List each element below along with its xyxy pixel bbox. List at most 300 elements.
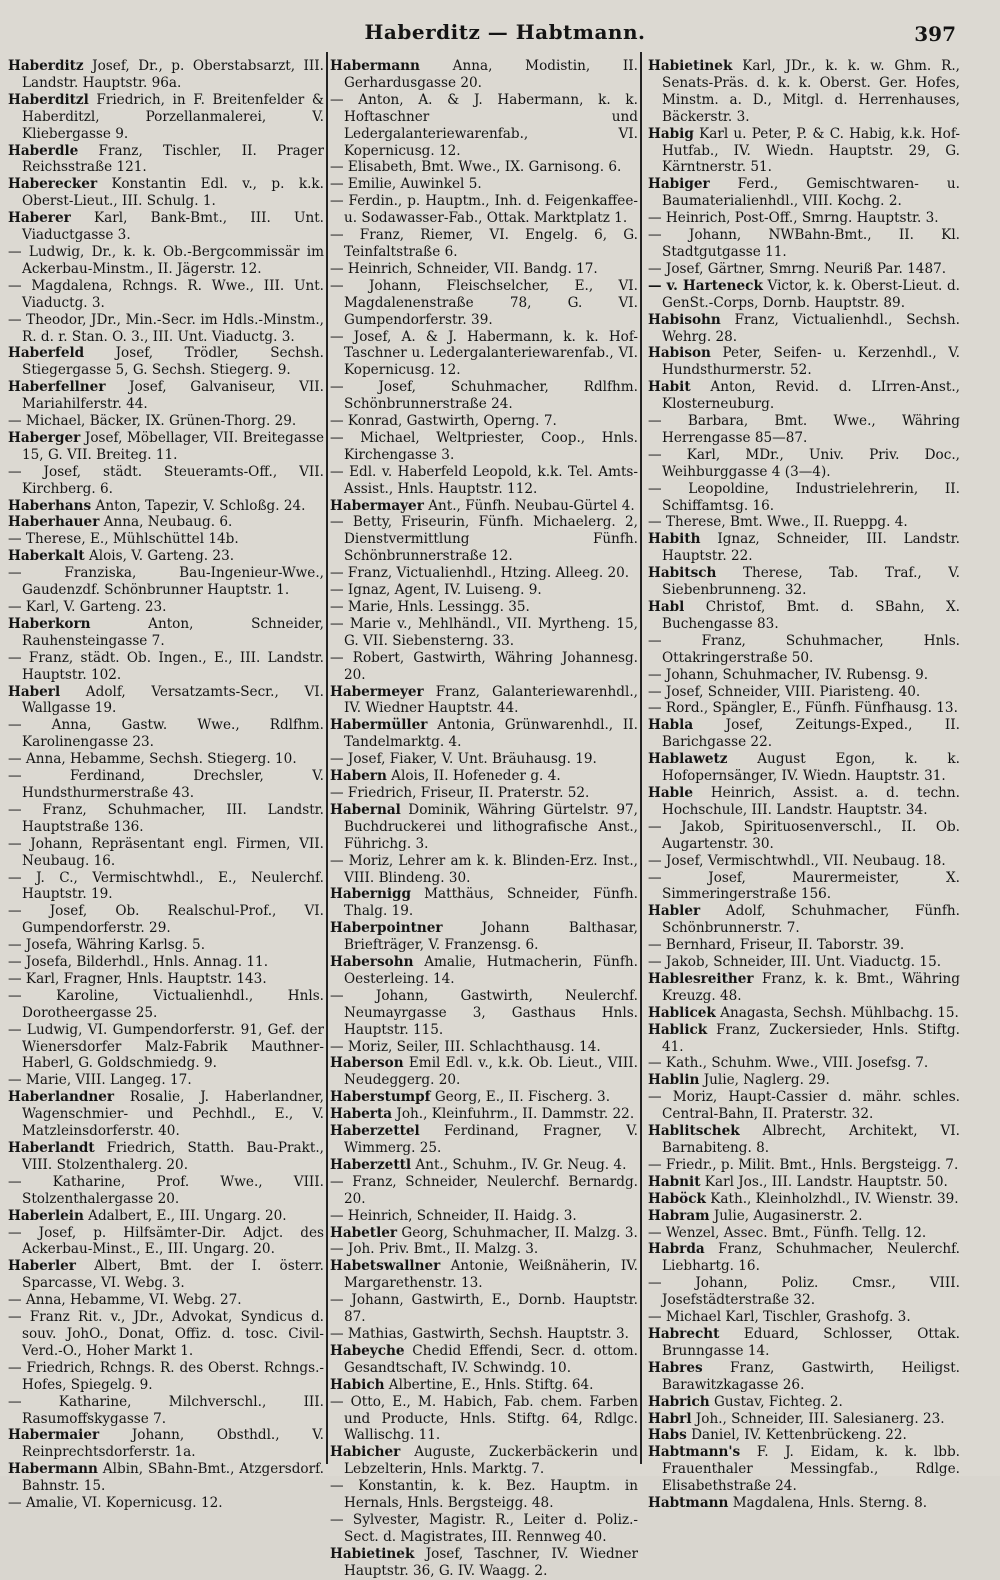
- entry-details: August Egon, k. k. Hofopernsänger, IV. Wiedn. Hauptstr. 31.: [662, 751, 960, 785]
- entry-details: Friedrich, Statth. Bau-Prakt., VIII. Stolzenthalerg. 20.: [22, 1140, 324, 1173]
- directory-entry: [648, 1089, 960, 1123]
- directory-entry: [648, 1123, 960, 1157]
- directory-entry: [648, 210, 960, 227]
- directory-entry: [8, 616, 324, 650]
- entry-surname: Haberdle: [8, 142, 79, 159]
- entry-surname: Haberer: [8, 210, 71, 227]
- entry-details: — Josef, Schneider, VIII. Piaristeng. 40.: [648, 683, 921, 700]
- entry-details: Julie, Naglerg. 29.: [699, 1072, 830, 1089]
- directory-entry: [330, 58, 638, 92]
- entry-surname: Habith: [648, 531, 701, 548]
- directory-entry: [648, 1444, 960, 1495]
- directory-entry: [648, 531, 960, 565]
- directory-entry: [648, 58, 960, 126]
- entry-details: Karl Jos., III. Landstr. Hauptstr. 50.: [700, 1173, 948, 1190]
- entry-details: Magdalena, Hnls. Sterng. 8.: [728, 1495, 928, 1512]
- directory-entry: [8, 244, 324, 278]
- entry-surname: Haberfellner: [8, 379, 106, 396]
- entry-details: — Josef, Gärtner, Smrng. Neuriß Par. 1487.: [648, 260, 947, 277]
- directory-entry: [648, 903, 960, 937]
- entry-details: — Karl, MDr., Univ. Priv. Doc., Weihburggasse 4 (3—4).: [648, 446, 960, 480]
- entry-details: — Michael, Weltpriester, Coop., Hnls. Kirchengasse 3.: [330, 429, 638, 463]
- directory-entry: [8, 802, 324, 836]
- directory-entry: [330, 565, 638, 582]
- page-title: Haberditz — Habtmann.: [364, 20, 646, 44]
- directory-entry: [330, 886, 638, 920]
- directory-entry: [8, 345, 324, 379]
- entry-details: — Theodor, JDr., Min.-Secr. im Hdls.-Minstm., R. d. r. Stan. O. 3., III. Unt. Viaductg. 3.: [8, 311, 324, 345]
- directory-entry: [8, 937, 324, 954]
- entry-surname: Habitsch: [648, 565, 717, 582]
- entry-details: — J. C., Vermischtwhdl., E., Neulerchf. Hauptstr. 19.: [8, 869, 324, 903]
- entry-details: Anton, Schneider, Rauhensteingasse 7.: [22, 615, 324, 649]
- directory-entry: [330, 1546, 638, 1580]
- directory-entry: [648, 937, 960, 954]
- entry-surname: Hable: [648, 784, 693, 801]
- entry-details: — Franz, Victualienhdl., Htzing. Alleeg. 20.: [330, 565, 630, 582]
- entry-surname: Habietinek: [330, 1545, 415, 1562]
- entry-surname: Hablicek: [648, 1004, 716, 1021]
- entry-surname: Haberzettl: [330, 1156, 412, 1173]
- entry-details: — Elisabeth, Bmt. Wwe., IX. Garnisong. 6.: [330, 159, 622, 176]
- entry-details: Joh., Schneider, III. Salesianerg. 23.: [691, 1410, 945, 1427]
- entry-details: — Anton, A. & J. Habermann, k. k. Hoftaschner und Ledergalanteriewarenfab., VI. Kopernicusg. 12.: [330, 91, 638, 159]
- directory-entry: [8, 650, 324, 684]
- entry-details: Amalie, Hutmacherin, Fünfh. Oesterleing. 14.: [344, 954, 638, 987]
- entry-surname: Haberditz: [8, 58, 84, 74]
- entry-surname: Habrecht: [648, 1325, 720, 1342]
- directory-entry: [648, 1225, 960, 1242]
- entry-details: Ferdinand, Fragner, V. Wimmerg. 25.: [344, 1123, 638, 1156]
- entry-details: Therese, Tab. Traf., V. Siebenbrunneng. 32.: [662, 565, 960, 599]
- directory-entry: [8, 1174, 324, 1208]
- directory-entry: [330, 1343, 638, 1377]
- directory-entry: [330, 650, 638, 684]
- entry-details: — Ferdin., p. Hauptm., Inh. d. Feigenkaffee- u. Sodawasser-Fab., Ottak. Marktplatz 1.: [330, 193, 638, 227]
- entry-surname: Haböck: [648, 1190, 706, 1207]
- entry-surname: Haberl: [8, 683, 61, 700]
- directory-entry: [330, 751, 638, 768]
- entry-details: Christof, Bmt. d. SBahn, X. Buchengasse 83.: [662, 599, 960, 632]
- entry-details: — Kath., Schuhm. Wwe., VIII. Josefsg. 7.: [648, 1055, 929, 1072]
- entry-details: Julie, Augasinerstr. 2.: [709, 1207, 863, 1224]
- entry-details: — Sylvester, Magistr. R., Leiter d. Poliz.-Sect. d. Magistrates, III. Rennweg 40.: [330, 1511, 638, 1545]
- directory-entry: [8, 1208, 324, 1225]
- entry-details: Victor, k. k. Oberst-Lieut. d. GenSt.-Corps, Dornb. Hauptstr. 89.: [662, 277, 960, 311]
- directory-entry: [330, 920, 638, 954]
- column-divider: [326, 52, 328, 1464]
- entry-details: — Josefa, Bilderhdl., Hnls. Annag. 11.: [8, 954, 269, 971]
- entry-details: — Bernhard, Friseur, II. Taborstr. 39.: [648, 937, 905, 954]
- entry-surname: Haberhauer: [8, 514, 100, 531]
- directory-entry: [8, 988, 324, 1022]
- entry-details: Joh., Kleinfuhrm., II. Dammstr. 22.: [392, 1106, 635, 1123]
- directory-entry: [648, 599, 960, 633]
- directory-entry: [330, 802, 638, 853]
- entry-surname: Habtmann's: [648, 1444, 741, 1461]
- entry-details: Franz, Galanteriewarenhdl., IV. Wiedner Hauptstr. 44.: [344, 683, 638, 717]
- directory-entry: [330, 379, 638, 413]
- directory-entry: [8, 1292, 324, 1309]
- directory-entry: [8, 1072, 324, 1089]
- entry-surname: Habisohn: [648, 311, 721, 328]
- entry-surname: Haberta: [330, 1106, 393, 1123]
- directory-entry: [8, 413, 324, 430]
- directory-entry: [648, 1427, 960, 1444]
- entry-details: — Konstantin, k. k. Bez. Hauptm. in Hernals, Hnls. Bergsteigg. 48.: [330, 1478, 638, 1512]
- entry-details: Eduard, Schlosser, Ottak. Brunngasse 14.: [662, 1325, 960, 1359]
- directory-entry: [8, 278, 324, 312]
- entry-surname: Habermann: [8, 1461, 98, 1478]
- directory-entry: [648, 1241, 960, 1275]
- directory-entry: [8, 836, 324, 870]
- directory-entry: [648, 1360, 960, 1394]
- entry-details: Franz, Gastwirth, Heiligst. Barawitzkagasse 26.: [662, 1359, 960, 1393]
- entry-surname: Habit: [648, 379, 691, 396]
- entry-details: Emil Edl. v., k.k. Ob. Lieut., VIII. Neudeggerg. 20.: [344, 1055, 638, 1089]
- entry-details: — Edl. v. Haberfeld Leopold, k.k. Tel. Amts-Assist., Hnls. Hauptstr. 112.: [330, 463, 638, 497]
- directory-entry: [648, 345, 960, 379]
- directory-entry: [8, 58, 324, 92]
- entry-surname: Habermaier: [8, 1427, 100, 1444]
- entry-details: — Mathias, Gastwirth, Sechsh. Hauptstr. 3.: [330, 1325, 630, 1342]
- entry-details: — Karl, Fragner, Hnls. Hauptstr. 143.: [8, 970, 267, 987]
- entry-details: — Johann, Poliz. Cmsr., VIII. Josefstädterstraße 32.: [648, 1275, 960, 1309]
- entry-details: Gustav, Fichteg. 2.: [709, 1393, 843, 1410]
- entry-surname: Haberkalt: [8, 548, 85, 565]
- entry-details: — Karoline, Victualienhdl., Hnls. Dorotheergasse 25.: [8, 987, 324, 1021]
- entry-surname: Habermayer: [330, 497, 424, 514]
- directory-entry: [648, 565, 960, 599]
- entry-details: — Josef, städt. Steueramts-Off., VII. Kirchberg. 6.: [8, 463, 324, 497]
- entry-surname: Hablesreither: [648, 970, 754, 987]
- directory-entry: [8, 1089, 324, 1140]
- directory-entry: [648, 1309, 960, 1326]
- directory-entry: [330, 1326, 638, 1343]
- entry-details: — Moriz, Haupt-Cassier d. mähr. schles. Central-Bahn, II. Praterstr. 32.: [648, 1089, 960, 1123]
- entry-surname: Habermeyer: [330, 683, 424, 700]
- entry-surname: Haberditzl: [8, 91, 89, 108]
- entry-details: Adalbert, E., III. Ungarg. 20.: [83, 1207, 287, 1224]
- entry-details: — Friedr., p. Milit. Bmt., Hnls. Bergsteigg. 7.: [648, 1156, 959, 1173]
- directory-entry: [330, 1055, 638, 1089]
- directory-entry: [8, 430, 324, 464]
- entry-surname: Habnit: [648, 1173, 701, 1190]
- entry-details: Albrecht, Architekt, VI. Barnabiteng. 8.: [662, 1123, 960, 1156]
- entry-surname: Habrda: [648, 1241, 705, 1258]
- entry-details: — Franz, Schneider, Neulerchf. Bernardg. 20.: [330, 1173, 638, 1207]
- entry-details: Josef, Trödler, Sechsh. Stiegergasse 5, G. Sechsh. Stiegerg. 9.: [22, 345, 324, 379]
- entry-surname: Haberzettel: [330, 1123, 420, 1140]
- directory-entry: [8, 498, 324, 515]
- entry-surname: Habermann: [330, 58, 420, 74]
- directory-entry: [330, 1123, 638, 1157]
- entry-details: Johann, Obsthdl., V. Reinprechtsdorferstr. 1a.: [22, 1427, 324, 1461]
- column-divider: [640, 52, 642, 1464]
- entry-surname: Haberstumpf: [330, 1089, 431, 1106]
- entry-details: Chedid Effendi, Secr. d. ottom. Gesandtschaft, IV. Schwindg. 10.: [344, 1342, 638, 1376]
- directory-entry: [8, 1309, 324, 1360]
- column-1: [8, 58, 324, 1512]
- entry-details: — Michael Karl, Tischler, Grashofg. 3.: [648, 1309, 911, 1326]
- directory-entry: [330, 92, 638, 160]
- directory-entry: [648, 1208, 960, 1225]
- entry-details: — Anna, Gastw. Wwe., Rdlfhm. Karolinengasse 23.: [8, 717, 324, 751]
- directory-entry: [648, 633, 960, 667]
- directory-entry: [648, 971, 960, 1005]
- directory-entry: [648, 1055, 960, 1072]
- entry-surname: Habersohn: [330, 954, 414, 971]
- entry-details: Daniel, IV. Kettenbrückeng. 22.: [686, 1427, 907, 1444]
- directory-entry: [330, 1174, 638, 1208]
- entry-details: — Friedrich, Rchngs. R. des Oberst. Rchngs.-Hofes, Spiegelg. 9.: [8, 1359, 324, 1393]
- entry-details: — Joh. Priv. Bmt., II. Malzg. 3.: [330, 1241, 539, 1258]
- directory-entry: [648, 819, 960, 853]
- entry-details: Friedrich, in F. Breitenfelder & Haberditzl, Porzellanmalerei, V. Kliebergasse 9.: [22, 91, 324, 142]
- entry-details: — Heinrich, Schneider, VII. Bandg. 17.: [330, 260, 598, 277]
- directory-entry: [8, 312, 324, 346]
- entry-details: — Robert, Gastwirth, Währing Johannesg. 20.: [330, 649, 638, 683]
- entry-details: — Amalie, VI. Kopernicusg. 12.: [8, 1495, 223, 1512]
- entry-surname: Habs: [648, 1427, 687, 1444]
- entry-surname: Habison: [648, 345, 711, 362]
- entry-details: Franz, Tischler, II. Prager Reichsstraße 121.: [22, 142, 324, 176]
- column-2: [330, 58, 638, 1579]
- entry-details: Karl, JDr., k. k. w. Ghm. R., Senats-Präs. d. k. k. Oberst. Ger. Hofes, Minstm. a. D., Mitgl. d. Herrenhauses, Bäckerstr. 3.: [662, 58, 960, 125]
- entry-details: F. J. Eidam, k. k. lbb. Frauenthaler Messingfab., Rdlge. Elisabethstraße 24.: [662, 1444, 960, 1495]
- entry-details: Anagasta, Sechsh. Mühlbachg. 15.: [715, 1004, 959, 1021]
- entry-surname: Habres: [648, 1359, 703, 1376]
- directory-entry: [648, 278, 960, 312]
- entry-details: — Ludwig, VI. Gumpendorferstr. 91, Gef. der Wienersdorfer Malz-Fabrik Mauthner-Haberl, G. Goldschmiedg. 9.: [8, 1021, 324, 1072]
- directory-entry: [330, 768, 638, 785]
- directory-entry: [8, 751, 324, 768]
- entry-surname: Hablawetz: [648, 751, 728, 768]
- entry-details: Rosalie, J. Haberlandner, Wagenschmier- und Pechhdl., E., V. Matzleinsdorferstr. 40.: [22, 1089, 324, 1140]
- directory-entry: [8, 514, 324, 531]
- entry-details: — Konrad, Gastwirth, Operng. 7.: [330, 413, 557, 430]
- entry-details: — Wenzel, Assec. Bmt., Fünfh. Tellg. 12.: [648, 1224, 927, 1241]
- directory-entry: [648, 126, 960, 177]
- entry-details: — Marie, VIII. Langeg. 17.: [8, 1072, 192, 1089]
- directory-entry: [330, 430, 638, 464]
- directory-entry: [8, 1461, 324, 1495]
- entry-details: — Leopoldine, Industrielehrerin, II. Schiffamtsg. 16.: [648, 480, 960, 514]
- entry-details: — Heinrich, Schneider, II. Haidg. 3.: [330, 1207, 577, 1224]
- directory-entry: [8, 1495, 324, 1512]
- directory-entry: [648, 1394, 960, 1411]
- directory-entry: [8, 903, 324, 937]
- entry-details: Karl, Bank-Bmt., III. Unt. Viaductgasse 3.: [22, 210, 324, 244]
- entry-details: — Josef, Maurermeister, X. Simmeringerstraße 156.: [648, 869, 960, 903]
- directory-entry: [648, 684, 960, 701]
- directory-entry: [8, 1427, 324, 1461]
- directory-entry: [648, 261, 960, 278]
- entry-details: Kath., Kleinholzhdl., IV. Wienstr. 39.: [705, 1190, 959, 1207]
- directory-entry: [330, 193, 638, 227]
- entry-surname: Hablick: [648, 1021, 708, 1038]
- entry-details: — Barbara, Bmt. Wwe., Währing Herrengasse 85—87.: [648, 413, 960, 446]
- directory-entry: [8, 92, 324, 143]
- entry-details: — Anna, Hebamme, VI. Webg. 27.: [8, 1292, 242, 1309]
- entry-surname: Habrich: [648, 1393, 710, 1410]
- entry-details: — Josef, Vermischtwhdl., VII. Neubaug. 18.: [648, 852, 946, 869]
- entry-details: — Johann, Fleischselcher, E., VI. Magdalenenstraße 78, G. VI. Gumpendorferstr. 39.: [330, 277, 638, 328]
- entry-details: Anna, Modistin, II. Gerhardusgasse 20.: [344, 58, 638, 91]
- directory-entry: [330, 278, 638, 329]
- directory-entry: [648, 870, 960, 904]
- directory-entry: [8, 768, 324, 802]
- directory-entry: [648, 176, 960, 210]
- entry-details: — Katharine, Milchverschl., III. Rasumoffskygasse 7.: [8, 1393, 324, 1427]
- directory-entry: [648, 312, 960, 346]
- entry-details: — Ignaz, Agent, IV. Luiseng. 9.: [330, 582, 542, 599]
- directory-entry: [330, 1241, 638, 1258]
- entry-surname: Hablin: [648, 1072, 700, 1089]
- entry-surname: Haberlandt: [8, 1140, 95, 1156]
- directory-entry: [648, 1191, 960, 1208]
- directory-entry: [648, 514, 960, 531]
- entry-surname: Haberpointner: [330, 920, 443, 937]
- entry-details: Ferd., Gemischtwaren- u. Baumaterialienhdl., VIII. Kochg. 2.: [662, 176, 960, 210]
- directory-entry: [648, 447, 960, 481]
- directory-entry: [8, 870, 324, 904]
- directory-entry: [330, 954, 638, 988]
- entry-surname: Habich: [330, 1376, 385, 1393]
- entry-surname: Habla: [648, 717, 694, 734]
- directory-entry: [330, 988, 638, 1039]
- entry-surname: Haberson: [330, 1055, 404, 1072]
- entry-details: — Moriz, Lehrer am k. k. Blinden-Erz. Inst., VIII. Blindeng. 30.: [330, 852, 638, 886]
- entry-details: Heinrich, Assist. a. d. techn. Hochschule, III. Landstr. Hauptstr. 34.: [662, 784, 960, 818]
- entry-surname: Habernigg: [330, 886, 412, 903]
- entry-details: — Josef, Fiaker, V. Unt. Bräuhausg. 19.: [330, 751, 597, 768]
- directory-entry: [8, 1225, 324, 1259]
- entry-details: Franz, Zuckersieder, Hnls. Stiftg. 41.: [662, 1021, 960, 1055]
- directory-entry: [8, 1258, 324, 1292]
- entry-surname: Habern: [330, 768, 387, 785]
- entry-surname: Haberger: [8, 429, 81, 446]
- directory-entry: [648, 1495, 960, 1512]
- entry-surname: Habernal: [330, 801, 401, 818]
- entry-details: — Franz, Schuhmacher, III. Landstr. Hauptstraße 136.: [8, 801, 324, 835]
- directory-entry: [8, 1394, 324, 1428]
- entry-details: — Franz Rit. v., JDr., Advokat, Syndicus d. souv. JohO., Donat, Offiz. d. tosc. Civil-Verd.-O., Hoher Markt 1.: [8, 1309, 324, 1359]
- entry-details: — Katharine, Prof. Wwe., VIII. Stolzenthalergasse 20.: [8, 1173, 324, 1207]
- entry-surname: Habicher: [330, 1444, 401, 1461]
- directory-entry: [648, 1005, 960, 1022]
- directory-entry: [330, 582, 638, 599]
- entry-details: — Jakob, Schneider, III. Unt. Viaductg. 15.: [648, 954, 942, 971]
- entry-surname: Habram: [648, 1207, 710, 1224]
- directory-entry: [330, 464, 638, 498]
- directory-entry: [8, 176, 324, 210]
- directory-entry: [648, 700, 960, 717]
- directory-entry: [330, 1106, 638, 1123]
- entry-details: — Karl, V. Garteng. 23.: [8, 599, 167, 615]
- directory-entry: [648, 853, 960, 870]
- directory-entry: [8, 464, 324, 498]
- directory-entry: [8, 599, 324, 616]
- entry-surname: Haberlandner: [8, 1089, 115, 1106]
- entry-surname: Haberler: [8, 1258, 76, 1275]
- entry-surname: Habrl: [648, 1410, 692, 1427]
- entry-surname: Habetler: [330, 1224, 398, 1241]
- entry-details: — Johann, Schuhmacher, IV. Rubensg. 9.: [648, 666, 929, 683]
- directory-entry: [8, 684, 324, 718]
- directory-entry: [648, 1072, 960, 1089]
- directory-entry: [648, 227, 960, 261]
- entry-details: Franz, k. k. Bmt., Währing Kreuzg. 48.: [662, 970, 960, 1004]
- directory-entry: [648, 379, 960, 413]
- directory-entry: [330, 498, 638, 515]
- entry-details: — Betty, Friseurin, Fünfh. Michaelerg. 2, Dienstvermittlung Fünfh. Schönbrunnerstraße 12.: [330, 514, 638, 565]
- directory-entry: [330, 599, 638, 616]
- directory-entry: [8, 1140, 324, 1174]
- directory-entry: [648, 785, 960, 819]
- entry-details: — Anna, Hebamme, Sechsh. Stiegerg. 10.: [8, 751, 297, 768]
- directory-entry: [648, 413, 960, 447]
- entry-surname: — v. Harteneck: [648, 277, 763, 294]
- directory-entry: [330, 684, 638, 718]
- entry-details: — Marie v., Mehlhändl., VII. Myrtheng. 15, G. VII. Siebensterng. 33.: [330, 615, 638, 649]
- directory-entry: [330, 1512, 638, 1546]
- entry-surname: Habermüller: [330, 717, 428, 734]
- directory-entry: [8, 954, 324, 971]
- entry-surname: Habtmann: [648, 1495, 729, 1512]
- entry-details: — Franz, Schuhmacher, Hnls. Ottakringerstraße 50.: [648, 632, 960, 666]
- entry-details: — Marie, Hnls. Lessingg. 35.: [330, 599, 530, 615]
- entry-details: Alois, II. Hofeneder g. 4.: [386, 768, 561, 785]
- directory-entry: [8, 210, 324, 244]
- directory-entry: [648, 1157, 960, 1174]
- entry-surname: Habl: [648, 599, 685, 615]
- entry-details: — Johann, NWBahn-Bmt., II. Kl. Stadtgutgasse 11.: [648, 227, 960, 260]
- entry-details: Josef, Taschner, IV. Wiedner Hauptstr. 36, G. IV. Waagg. 2.: [344, 1545, 638, 1579]
- entry-details: — Heinrich, Post-Off., Smrng. Hauptstr. 3.: [648, 210, 939, 227]
- entry-details: — Rord., Spängler, E., Fünfh. Fünfhausg. 13.: [648, 700, 958, 717]
- entry-details: Alois, V. Garteng. 23.: [84, 548, 235, 565]
- entry-details: Anna, Neubaug. 6.: [99, 514, 233, 531]
- entry-details: — Ferdinand, Drechsler, V. Hundsthurmerstraße 43.: [8, 768, 324, 801]
- entry-surname: Haberkorn: [8, 615, 91, 632]
- directory-entry: [8, 717, 324, 751]
- directory-entry: [330, 1394, 638, 1445]
- directory-entry: [330, 1292, 638, 1326]
- entry-details: — Therese, Bmt. Wwe., II. Rueppg. 4.: [648, 514, 908, 531]
- entry-details: — Therese, E., Mühlschüttel 14b.: [8, 531, 239, 548]
- entry-details: — Michael, Bäcker, IX. Grünen-Thorg. 29.: [8, 413, 297, 430]
- entry-surname: Haberlein: [8, 1207, 84, 1224]
- entry-surname: Habetswallner: [330, 1258, 441, 1275]
- entry-surname: Haberhans: [8, 497, 92, 514]
- entry-details: Antonia, Grünwarenhdl., II. Tandelmarktg. 4.: [344, 717, 638, 751]
- entry-details: — Franz, städt. Ob. Ingen., E., III. Landstr. Hauptstr. 102.: [8, 649, 324, 683]
- entry-details: — Johann, Repräsentant engl. Firmen, VII. Neubaug. 16.: [8, 835, 324, 869]
- entry-details: — Emilie, Auwinkel 5.: [330, 176, 482, 193]
- entry-details: Adolf, Schuhmacher, Fünfh. Schönbrunnerstr. 7.: [662, 903, 960, 937]
- entry-details: Anton, Tapezir, V. Schloßg. 24.: [91, 497, 306, 514]
- directory-entry: [648, 667, 960, 684]
- directory-entry: [648, 1326, 960, 1360]
- entry-details: — Franz, Riemer, VI. Engelg. 6, G. Teinfaltstraße 6.: [330, 227, 638, 260]
- entry-details: — Josef, Schuhmacher, Rdlfhm. Schönbrunnerstraße 24.: [330, 379, 638, 413]
- entry-details: Josef, Möbellager, VII. Breitegasse 15, G. VII. Breiteg. 11.: [22, 429, 324, 463]
- directory-entry: [648, 751, 960, 785]
- directory-entry: [330, 1089, 638, 1106]
- entry-details: Josef, Dr., p. Oberstabsarzt, III. Landstr. Hauptstr. 96a.: [22, 58, 324, 91]
- directory-entry: [330, 227, 638, 261]
